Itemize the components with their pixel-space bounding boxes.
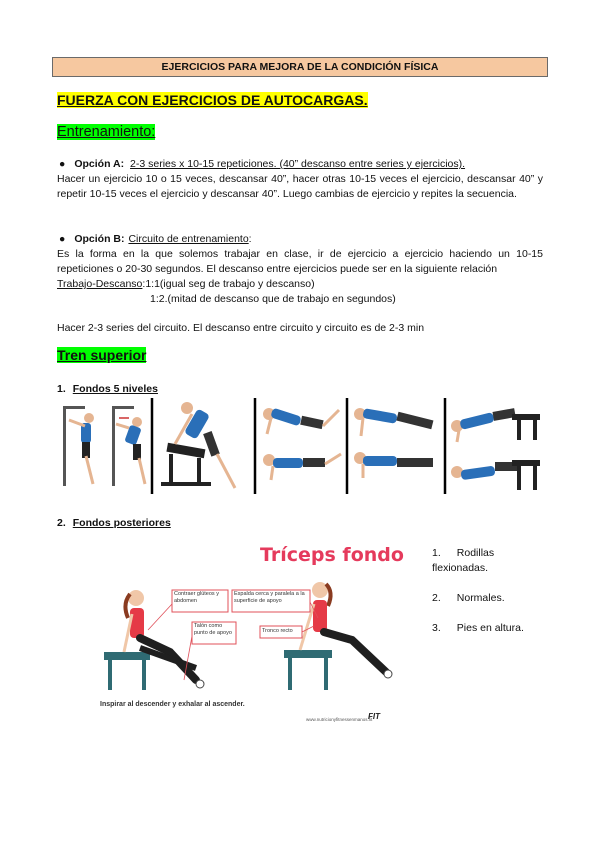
infographic-title: Tríceps fondo xyxy=(260,544,404,566)
heading-fuerza xyxy=(57,92,368,108)
breathing-caption: Inspirar al descender y exhalar al ascender. xyxy=(100,701,245,708)
variant-1-text-a: Rodillas xyxy=(456,547,495,559)
exercise-2-heading xyxy=(57,517,171,529)
variant-list-item-3 xyxy=(432,621,524,636)
exercise-2-number: 2. xyxy=(57,517,66,529)
heading-tren-superior-text: Tren superior xyxy=(57,347,147,363)
variant-3-number: 3. xyxy=(432,622,441,634)
option-b-summary: Circuito de entrenamiento xyxy=(128,233,249,245)
variant-2-text: Normales. xyxy=(456,592,505,604)
option-b-line xyxy=(57,232,547,247)
label-trunk: Tronco recto xyxy=(262,628,293,634)
variant-1-number: 1. xyxy=(432,547,441,559)
option-b-series: Hacer 2-3 series del circuito. El descanso entre circuito y circuito es de 2-3 min xyxy=(57,322,425,334)
option-b-relation-2: 1:2.(mitad de descanso que de trabajo en segundos) xyxy=(150,293,396,305)
source-url: www.nutricionyfitnessenmanos.fit xyxy=(306,717,373,722)
exercise-1-title: Fondos 5 niveles xyxy=(72,383,158,395)
option-a-bullet: ● xyxy=(59,158,66,170)
option-a-body: Hacer un ejercicio 10 o 15 veces, descansar 40”, hacer otras 10-15 veces el ejercicio, descansar 40” y repetir 10-15 veces el ejercicio y descansar 40”. Luego cambias de ejercicio y repites la secuencia. xyxy=(57,173,543,200)
option-b-colon: : xyxy=(248,233,252,245)
heading-entrenamiento xyxy=(57,124,155,140)
variant-1-text-b: flexionadas. xyxy=(432,562,489,574)
option-b-label: Opción B: xyxy=(74,233,125,245)
exercise-1-heading xyxy=(57,383,158,395)
option-b-body: Es la forma en la que solemos trabajar en clase, ir de ejercicio a ejercicio haciendo un 10-15 repeticiones o 20-30 segundos. El descanso entre ejercicios puede ser en la siguiente relación xyxy=(57,248,543,275)
exercise-1-number: 1. xyxy=(57,383,66,395)
triceps-dips-infographic xyxy=(100,540,412,725)
option-a-label: Opción A: xyxy=(74,158,125,170)
page-title: EJERCICIOS PARA MEJORA DE LA CONDICIÓN FÍSICA xyxy=(52,57,548,77)
heading-fuerza-text: FUERZA CON EJERCICIOS DE AUTOCARGAS. xyxy=(57,92,368,108)
relation-1-text: :1:1(igual seg de trabajo y descanso) xyxy=(142,278,315,290)
heading-tren-superior xyxy=(57,347,146,363)
relation-label: Trabajo-Descanso xyxy=(57,278,143,290)
variant-list-item-2 xyxy=(432,591,505,606)
heading-entrenamiento-text: Entrenamiento: xyxy=(57,124,156,140)
option-b-relation-1 xyxy=(57,277,543,292)
option-a-line xyxy=(57,157,547,172)
brand-logo: FIT xyxy=(368,712,380,721)
variant-2-number: 2. xyxy=(432,592,441,604)
push-up-levels-image xyxy=(57,396,543,496)
option-b-bullet: ● xyxy=(59,233,66,245)
variant-3-text: Pies en altura. xyxy=(456,622,524,634)
label-glutes: Contraer glúteos y abdomen xyxy=(174,591,219,604)
label-heel: Talón como punto de apoyo xyxy=(194,623,232,636)
variant-list-item-1 xyxy=(432,546,494,576)
triceps-dips-illustration xyxy=(100,540,412,725)
exercise-2-title: Fondos posteriores xyxy=(72,517,171,529)
option-a-summary: 2-3 series x 10-15 repeticiones. (40” descanso entre series y ejercicios). xyxy=(130,158,466,170)
label-back: Espalda cerca y paralela a la superficie de apoyo xyxy=(234,591,305,604)
